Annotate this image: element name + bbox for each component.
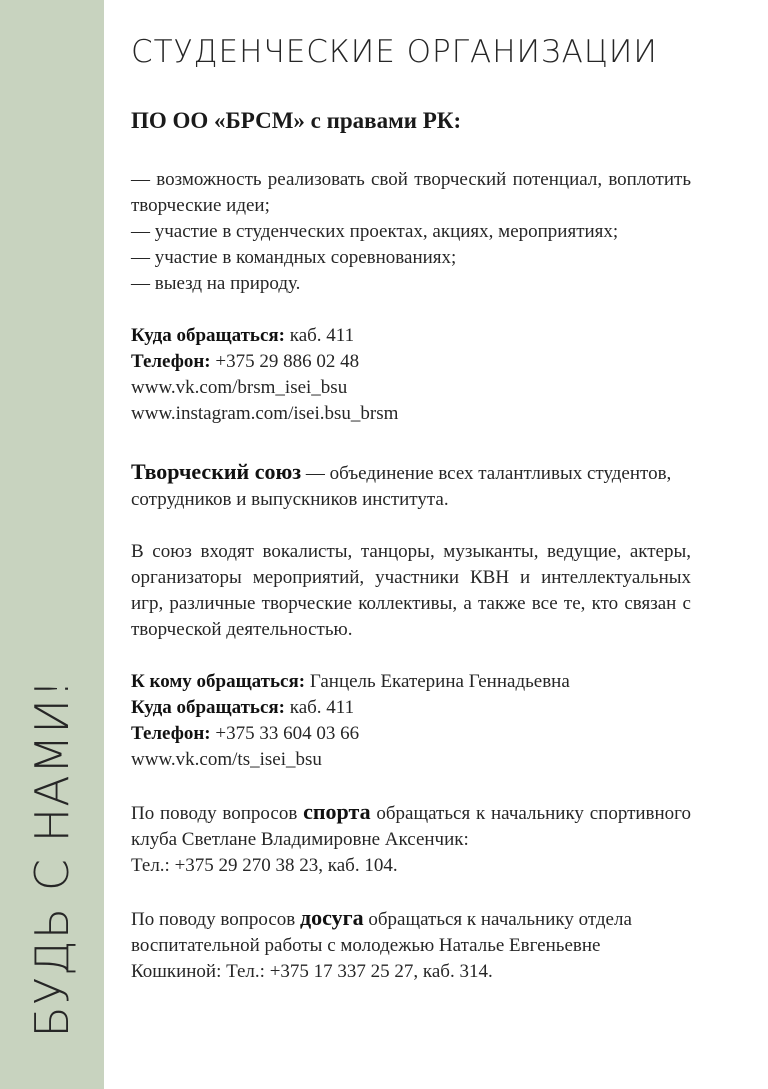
- union-section: [131, 459, 691, 773]
- union-definition-text: — объединение всех талантливых студентов, сотрудников и выпускников института.: [131, 463, 672, 510]
- union-where-value: каб. 411: [285, 697, 355, 718]
- union-members: В союз входят вокалисты, танцоры, музыканты, ведущие, актеры, организаторы мероприятий, участники КВН и интеллектуальных игр, различные творческие коллективы, а также все те, кто связан с творческой деятельностью.: [131, 541, 691, 640]
- brsm-benefit-main: — возможность реализовать свой творческий потенциал, воплотить творческие идеи;: [131, 169, 691, 216]
- union-definition: [131, 459, 691, 513]
- union-phone-value: +375 33 604 03 66: [210, 723, 360, 744]
- content: [131, 30, 691, 985]
- brsm-phone: [131, 349, 691, 375]
- brsm-instagram-link[interactable]: www.instagram.com/isei.bsu_brsm: [131, 403, 399, 424]
- side-band: [0, 0, 104, 1089]
- sport-prefix: По поводу вопросов: [131, 803, 304, 824]
- page-title: СТУДЕНЧЕСКИЕ ОРГАНИЗАЦИИ: [131, 34, 658, 70]
- sport-keyword: спорта: [303, 799, 371, 824]
- union-contact-label: К кому обращаться:: [131, 671, 306, 692]
- union-contact-value: Ганцель Екатерина Геннадьевна: [305, 671, 570, 692]
- union-vk-link[interactable]: www.vk.com/ts_isei_bsu: [131, 749, 322, 770]
- brsm-where-value: каб. 411: [285, 325, 355, 346]
- union-name: Творческий союз: [131, 459, 302, 484]
- brsm-where-label: Куда обращаться:: [131, 325, 286, 346]
- union-where: [131, 695, 691, 721]
- union-phone: [131, 721, 691, 747]
- leisure-text: [131, 905, 691, 985]
- brsm-vk-link[interactable]: www.vk.com/brsm_isei_bsu: [131, 377, 348, 398]
- leisure-section: [131, 905, 691, 985]
- brsm-section: [131, 106, 691, 427]
- brsm-phone-value: +375 29 886 02 48: [210, 351, 360, 372]
- side-slogan: БУДЬ С НАМИ!: [25, 678, 79, 1038]
- leisure-keyword: досуга: [300, 905, 364, 930]
- sport-phone: Тел.: +375 29 270 38 23, каб. 104.: [131, 855, 398, 876]
- brsm-where: [131, 323, 691, 349]
- union-phone-label: Телефон:: [131, 723, 211, 744]
- leisure-prefix: По поводу вопросов: [131, 909, 300, 930]
- brsm-phone-label: Телефон:: [131, 351, 211, 372]
- sport-text: [131, 799, 691, 853]
- sport-section: [131, 799, 691, 879]
- brsm-benefit-outdoors: — выезд на природу.: [131, 273, 301, 294]
- union-where-label: Куда обращаться:: [131, 697, 286, 718]
- brsm-benefit-competitions: — участие в командных соревнованиях;: [131, 247, 457, 268]
- brsm-heading: ПО ОО «БРСМ» с правами РК:: [131, 108, 462, 133]
- union-contact: [131, 669, 691, 695]
- sport-rest: обращаться к начальнику спортивного клуба Светлане Владимировне Аксенчик:: [131, 803, 691, 850]
- brsm-benefit-projects: — участие в студенческих проектах, акциях, мероприятиях;: [131, 221, 619, 242]
- leisure-rest: обращаться к начальнику отдела воспитательной работы с молодежью Наталье Евгеньевне Кошкиной: Тел.: +375 17 337 25 27, каб. 314.: [131, 909, 632, 982]
